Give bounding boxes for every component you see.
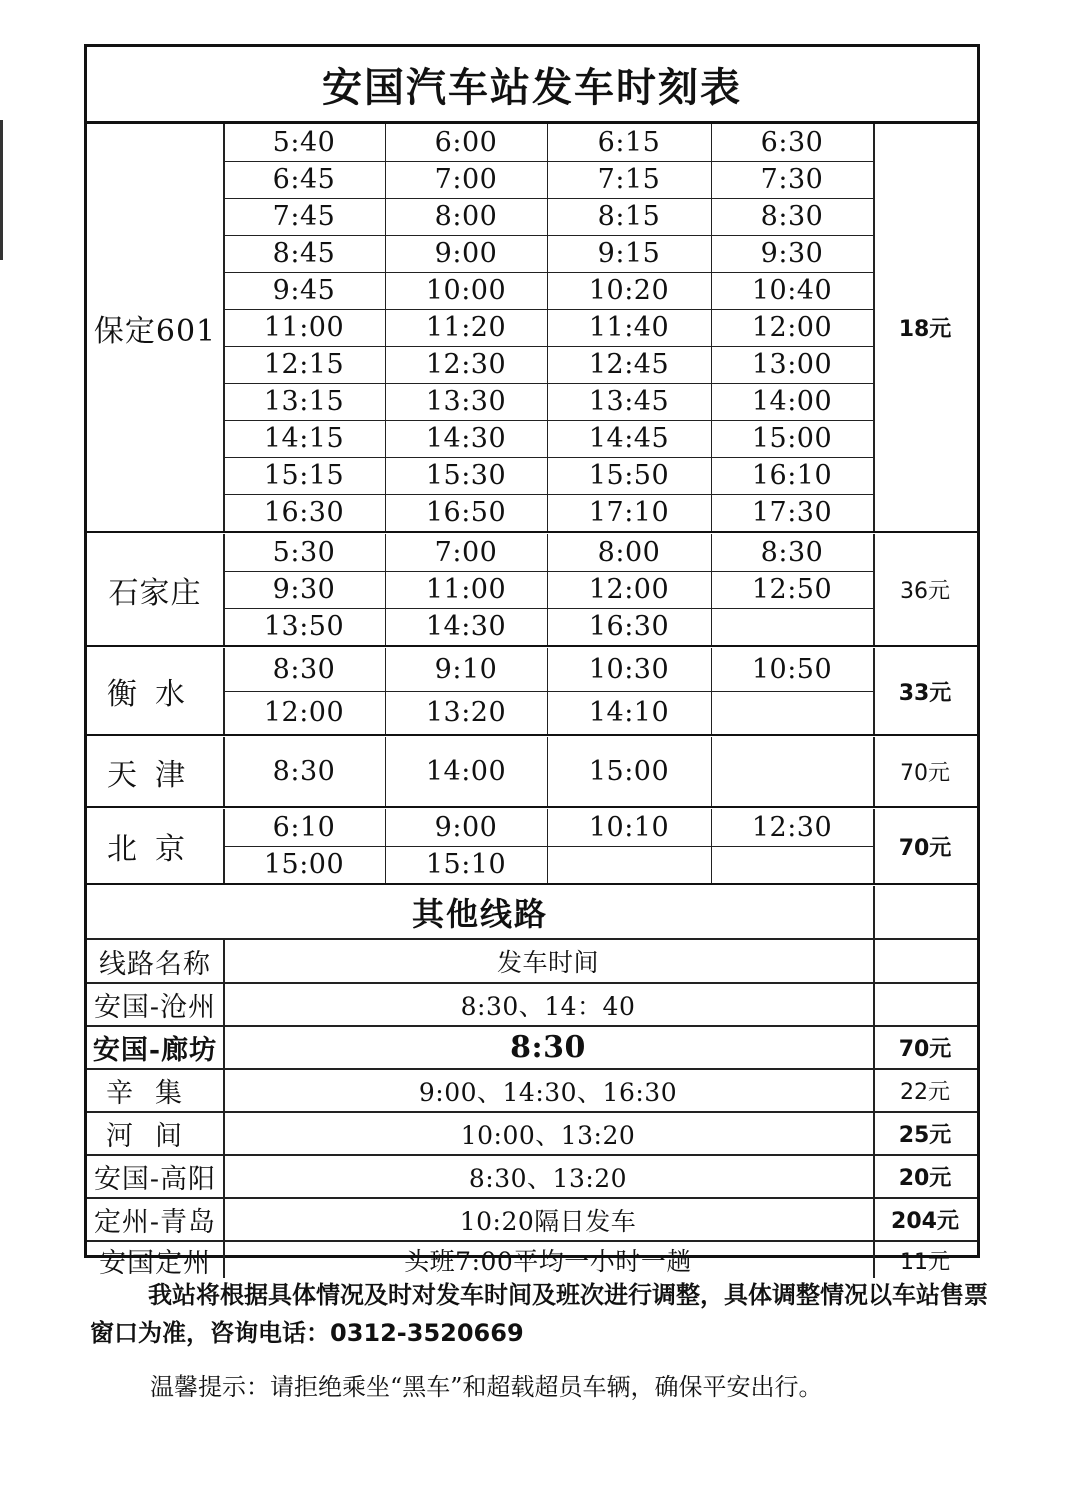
- column-divider: [547, 534, 548, 645]
- other-route-name: 安国-高阳: [93, 1164, 217, 1195]
- departure-time: 11:40: [588, 312, 670, 343]
- column-divider: [873, 809, 875, 883]
- column-divider: [711, 124, 712, 531]
- other-route-name: 定州-青岛: [93, 1207, 217, 1238]
- departure-time: 13:15: [263, 386, 345, 417]
- departure-time: 12:45: [588, 349, 670, 380]
- departure-time: 15:50: [588, 460, 670, 491]
- departure-time: 13:45: [588, 386, 670, 417]
- departure-time: 16:50: [425, 497, 507, 528]
- block-divider: [87, 531, 977, 533]
- safety-tip: 温馨提示：请拒绝乘坐“黑车”和超载超员车辆，确保平安出行。: [150, 1373, 823, 1401]
- row-divider: [223, 272, 873, 273]
- departure-time: 5:40: [272, 127, 336, 158]
- column-divider: [711, 534, 712, 645]
- departure-time: 8:30: [272, 756, 336, 787]
- departure-time: 7:00: [434, 164, 498, 195]
- route-name: 北京: [107, 832, 203, 867]
- departure-time: 10:00: [425, 275, 507, 306]
- other-route-times: 8:30、14：40: [460, 991, 636, 1021]
- departure-time: 14:00: [425, 756, 507, 787]
- other-route-times: 10:20隔日发车: [459, 1206, 637, 1236]
- header-departure-time: 发车时间: [496, 948, 599, 977]
- route-name: 保定601: [93, 313, 217, 349]
- departure-time: 17:30: [751, 497, 833, 528]
- other-route-name: 安国-沧州: [93, 992, 217, 1023]
- column-divider: [547, 124, 548, 531]
- departure-time: 5:30: [272, 537, 336, 568]
- departure-time: 14:15: [263, 423, 345, 454]
- column-divider: [873, 984, 875, 1025]
- departure-time: 8:30: [272, 654, 336, 685]
- column-divider: [873, 648, 875, 734]
- departure-time: 13:50: [263, 611, 345, 642]
- departure-time: 8:45: [272, 238, 336, 269]
- departure-time: 9:30: [760, 238, 824, 269]
- row-divider: [223, 494, 873, 495]
- departure-time: 9:00: [434, 238, 498, 269]
- departure-time: 14:45: [588, 423, 670, 454]
- other-route-times: 10:00、13:20: [460, 1120, 636, 1150]
- departure-time: 14:00: [751, 386, 833, 417]
- column-divider: [873, 534, 875, 645]
- other-route-times: 头班7:00平均一小时一趟: [404, 1247, 692, 1276]
- row-divider: [223, 457, 873, 458]
- other-route-fare: 20元: [898, 1166, 952, 1191]
- departure-time: 15:00: [263, 849, 345, 880]
- departure-time: 9:45: [272, 275, 336, 306]
- column-divider: [873, 886, 875, 938]
- other-route-fare: 70元: [898, 1037, 952, 1062]
- block-divider: [87, 806, 977, 808]
- column-divider: [873, 1242, 875, 1278]
- departure-time: 13:30: [425, 386, 507, 417]
- departure-time: 15:10: [425, 849, 507, 880]
- route-name: 衡水: [107, 677, 203, 712]
- departure-time: 15:30: [425, 460, 507, 491]
- departure-time: 7:45: [272, 201, 336, 232]
- row-divider: [223, 383, 873, 384]
- departure-time: 11:00: [425, 574, 507, 605]
- column-divider: [873, 1199, 875, 1240]
- departure-time: 6:30: [760, 127, 824, 158]
- row-divider: [223, 420, 873, 421]
- column-divider: [385, 737, 386, 806]
- column-divider: [223, 940, 225, 982]
- page-title: 安国汽车站发车时刻表: [322, 64, 742, 111]
- route-fare: 33元: [898, 680, 952, 706]
- row-divider: [223, 309, 873, 310]
- departure-time: 6:45: [272, 164, 336, 195]
- column-divider: [873, 1113, 875, 1154]
- block-divider: [87, 645, 977, 647]
- other-routes-title: 其他线路: [411, 895, 548, 933]
- departure-time: 13:00: [751, 349, 833, 380]
- departure-time: 10:20: [588, 275, 670, 306]
- row-divider: [223, 608, 873, 609]
- departure-time: 14:30: [425, 423, 507, 454]
- column-divider: [547, 648, 548, 734]
- departure-time: 6:15: [597, 127, 661, 158]
- column-divider: [223, 1199, 225, 1240]
- column-divider: [873, 1027, 875, 1068]
- other-route-times: 9:00、14:30、16:30: [418, 1077, 678, 1107]
- departure-time: 16:30: [588, 611, 670, 642]
- column-divider: [223, 1070, 225, 1111]
- column-divider: [223, 648, 225, 734]
- row-divider: [223, 571, 873, 572]
- departure-time: 17:10: [588, 497, 670, 528]
- route-name: 石家庄: [108, 575, 202, 611]
- other-route-times: 8:30、13:20: [468, 1163, 628, 1193]
- departure-time: 11:20: [425, 312, 507, 343]
- column-divider: [223, 534, 225, 645]
- departure-time: 14:30: [425, 611, 507, 642]
- departure-time: 9:30: [272, 574, 336, 605]
- departure-time: 10:40: [751, 275, 833, 306]
- column-divider: [711, 737, 712, 806]
- departure-time: 14:10: [588, 697, 670, 728]
- departure-time: 12:00: [588, 574, 670, 605]
- other-route-fare: 204元: [891, 1209, 959, 1234]
- column-divider: [873, 1156, 875, 1197]
- departure-time: [711, 608, 873, 645]
- departure-time: [547, 846, 711, 883]
- row-divider: [223, 346, 873, 347]
- column-divider: [873, 940, 875, 982]
- column-divider: [223, 1027, 225, 1068]
- departure-time: 10:50: [751, 654, 833, 685]
- departure-time: 11:00: [263, 312, 345, 343]
- column-divider: [223, 984, 225, 1025]
- column-divider: [873, 124, 875, 531]
- column-divider: [711, 648, 712, 734]
- departure-time: 6:10: [272, 812, 336, 843]
- column-divider: [385, 809, 386, 883]
- other-route-name: 安国-廊坊: [92, 1035, 218, 1066]
- other-route-times: 8:30: [510, 1030, 586, 1065]
- column-divider: [385, 124, 386, 531]
- departure-time: 9:00: [434, 812, 498, 843]
- other-route-name: 辛集: [106, 1078, 204, 1109]
- departure-time: 12:00: [263, 697, 345, 728]
- row-divider: [223, 691, 873, 692]
- block-divider: [87, 883, 977, 885]
- column-divider: [223, 809, 225, 883]
- column-divider: [385, 648, 386, 734]
- scan-edge-mark: [0, 120, 3, 260]
- other-route-fare: 11元: [900, 1249, 950, 1275]
- departure-time: 7:15: [597, 164, 661, 195]
- departure-time: 16:10: [751, 460, 833, 491]
- departure-time: 12:50: [751, 574, 833, 605]
- departure-time: 8:00: [434, 201, 498, 232]
- block-divider: [87, 734, 977, 736]
- column-divider: [223, 124, 225, 531]
- row-divider: [223, 198, 873, 199]
- departure-time: 12:15: [263, 349, 345, 380]
- route-fare: 36元: [900, 579, 950, 604]
- departure-time: [711, 691, 873, 734]
- adjustment-notice: 我站将根据具体情况及时对发车时间及班次进行调整，具体调整情况以车站售票窗口为准，咨询电话：0312-3520669: [90, 1281, 988, 1347]
- departure-time: [711, 737, 873, 806]
- departure-time: 6:00: [434, 127, 498, 158]
- other-route-fare: [873, 984, 977, 1025]
- column-divider: [547, 809, 548, 883]
- departure-time: 10:30: [588, 654, 670, 685]
- column-divider: [223, 1113, 225, 1154]
- other-route-fare: 25元: [898, 1123, 952, 1148]
- departure-time: 8:00: [597, 537, 661, 568]
- timetable-sheet: [84, 44, 980, 1278]
- column-divider: [873, 1070, 875, 1111]
- departure-time: 15:00: [751, 423, 833, 454]
- departure-time: 15:15: [263, 460, 345, 491]
- route-fare: 70元: [900, 761, 950, 786]
- column-divider: [385, 534, 386, 645]
- column-divider: [223, 1242, 225, 1278]
- departure-time: 8:30: [760, 201, 824, 232]
- route-name: 天津: [107, 757, 203, 793]
- route-fare: 70元: [898, 835, 952, 861]
- other-route-name: 河间: [106, 1121, 204, 1152]
- column-divider: [711, 809, 712, 883]
- departure-time: 15:00: [588, 756, 670, 787]
- departure-time: 7:00: [434, 537, 498, 568]
- column-divider: [873, 737, 875, 806]
- row-divider: [223, 161, 873, 162]
- column-divider: [223, 1156, 225, 1197]
- departure-time: 16:30: [263, 497, 345, 528]
- row-divider: [223, 235, 873, 236]
- column-divider: [223, 737, 225, 806]
- row-divider: [223, 846, 873, 847]
- other-route-fare: 22元: [900, 1080, 950, 1105]
- departure-time: 8:15: [597, 201, 661, 232]
- departure-time: 9:10: [434, 654, 498, 685]
- departure-time: 7:30: [760, 164, 824, 195]
- header-route-name: 线路名称: [99, 948, 211, 980]
- departure-time: [711, 846, 873, 883]
- departure-time: 13:20: [425, 697, 507, 728]
- route-fare: 18元: [898, 317, 952, 342]
- column-divider: [547, 737, 548, 806]
- departure-time: 12:00: [751, 312, 833, 343]
- departure-time: 12:30: [751, 812, 833, 843]
- departure-time: 10:10: [588, 812, 670, 843]
- departure-time: 9:15: [597, 238, 661, 269]
- other-route-name: 安国定州: [99, 1247, 211, 1278]
- departure-time: 8:30: [760, 537, 824, 568]
- departure-time: 12:30: [425, 349, 507, 380]
